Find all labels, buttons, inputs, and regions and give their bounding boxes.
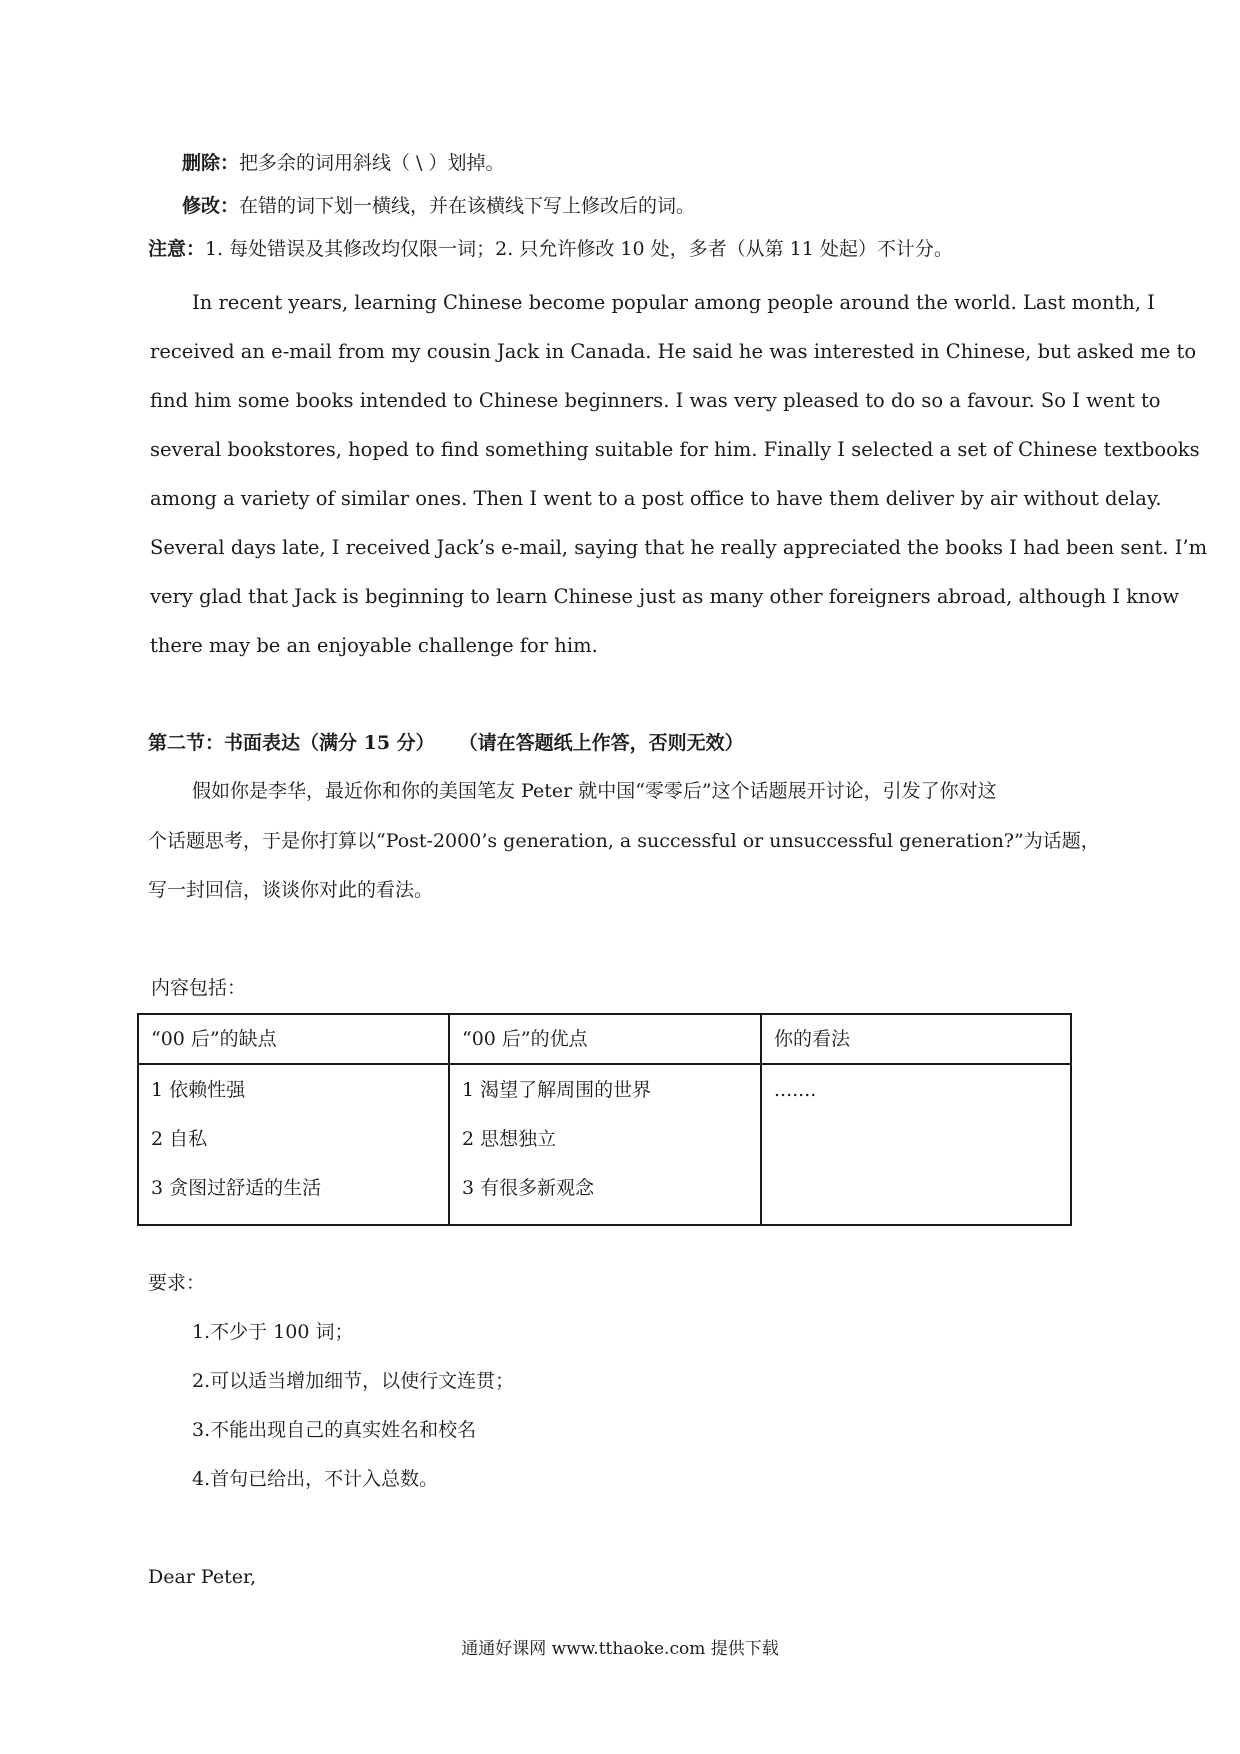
table-header-row — [138, 1014, 1071, 1064]
requirement-item: 3.不能出现自己的真实姓名和校名 — [192, 1419, 477, 1441]
requirement-item: 1.不少于 100 词； — [192, 1321, 354, 1343]
table-header: “00 后”的缺点 — [138, 1014, 449, 1064]
passage-line: very glad that Jack is beginning to learn Chinese just as many other foreigners abroad, although I know — [150, 585, 1180, 608]
list-item: 2 自私 — [151, 1128, 208, 1150]
footer-text: 通通好课网 www.tthaoke.com 提供下载 — [461, 1639, 779, 1659]
table-cell-opinion — [761, 1064, 1071, 1225]
table-row — [138, 1064, 1071, 1225]
passage-line: there may be an enjoyable challenge for him. — [150, 634, 598, 657]
modify-text: 在错的词下划一横线，并在该横线下写上修改后的词。 — [239, 195, 696, 217]
passage-line: Several days late, I received Jack’s e-mail, saying that he really appreciated the books I had been sent. I’m — [150, 536, 1208, 559]
list-item: 2 思想独立 — [462, 1128, 557, 1150]
instruction-delete — [182, 151, 505, 175]
letter-opening: Dear Peter, — [148, 1566, 257, 1588]
prompt-line: 写一封回信，谈谈你对此的看法。 — [148, 879, 434, 901]
passage-line: received an e-mail from my cousin Jack in Canada. He said he was interested in Chinese, but asked me to — [150, 340, 1197, 363]
table-cell-disadvantages — [138, 1064, 449, 1225]
passage-line: among a variety of similar ones. Then I went to a post office to have them deliver by air without delay. — [150, 487, 1162, 510]
requirements-label: 要求： — [148, 1272, 206, 1294]
passage-line: find him some books intended to Chinese beginners. I was very pleased to do so a favour. So I went to — [150, 389, 1161, 412]
instruction-note — [148, 237, 953, 261]
table-header: 你的看法 — [761, 1014, 1071, 1064]
prompt-line: 假如你是李华，最近你和你的美国笔友 Peter 就中国“零零后”这个话题展开讨论，引发了你对这 — [192, 780, 997, 802]
content-label: 内容包括： — [151, 977, 247, 999]
delete-label: 删除： — [182, 152, 240, 174]
modify-label: 修改： — [182, 195, 240, 217]
requirement-item: 4.首句已给出，不计入总数。 — [192, 1468, 439, 1490]
section-title: 第二节：书面表达（满分 15 分） — [148, 732, 435, 754]
delete-text: 把多余的词用斜线（ \ ）划掉。 — [239, 152, 505, 174]
note-text: 1. 每处错误及其修改均仅限一词；2. 只允许修改 10 处，多者（从第 11 处起）不计分。 — [205, 238, 953, 260]
section-heading — [148, 731, 744, 755]
note-label: 注意： — [148, 238, 206, 260]
table-header: “00 后”的优点 — [449, 1014, 761, 1064]
table-cell-advantages — [449, 1064, 761, 1225]
requirement-item: 2.可以适当增加细节，以使行文连贯； — [192, 1370, 515, 1392]
outline-table — [137, 1013, 1072, 1226]
instruction-modify — [182, 194, 695, 218]
section-note: （请在答题纸上作答，否则无效） — [458, 732, 744, 754]
list-item: ....... — [774, 1079, 817, 1101]
passage-line: In recent years, learning Chinese become popular among people around the world. Last month, I — [192, 291, 1155, 314]
passage-line: several bookstores, hoped to find something suitable for him. Finally I selected a set of Chinese textbooks — [150, 438, 1200, 461]
list-item: 1 渴望了解周围的世界 — [462, 1079, 652, 1101]
list-item: 3 贪图过舒适的生活 — [151, 1177, 322, 1199]
list-item: 3 有很多新观念 — [462, 1177, 595, 1199]
prompt-line: 个话题思考，于是你打算以“Post-2000’s generation, a successful or unsuccessful generation?”为话题， — [148, 830, 1100, 852]
list-item: 1 依赖性强 — [151, 1079, 246, 1101]
